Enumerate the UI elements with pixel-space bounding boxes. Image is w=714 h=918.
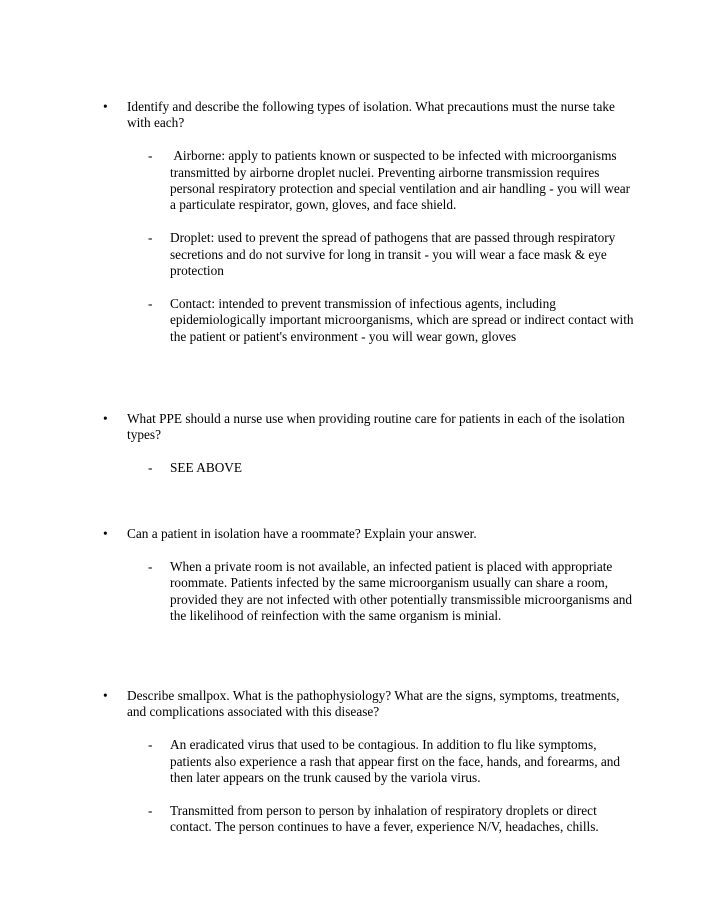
answer-item bbox=[0, 803, 636, 836]
question-text: Can a patient in isolation have a roommate? Explain your answer. bbox=[127, 526, 477, 541]
answer-item bbox=[0, 737, 636, 786]
dash-marker: - bbox=[148, 737, 153, 753]
answer-item bbox=[0, 460, 636, 476]
question-text: What PPE should a nurse use when providing routine care for patients in each of the isolation types? bbox=[127, 411, 625, 443]
answer-text: SEE ABOVE bbox=[170, 460, 243, 476]
dash-marker: - bbox=[148, 148, 153, 164]
dash-marker: - bbox=[148, 558, 153, 574]
dash-marker: - bbox=[148, 230, 153, 246]
question-block-ppe bbox=[0, 411, 714, 477]
answer-item bbox=[0, 296, 636, 345]
answer-item bbox=[0, 148, 636, 214]
question-item bbox=[0, 99, 627, 132]
question-text: Identify and describe the following types of isolation. What precautions must the nurse take with each? bbox=[127, 99, 615, 131]
answer-item bbox=[0, 230, 636, 279]
answer-text: Transmitted from person to person by inhalation of respiratory droplets or direct contact. The person continues to have a fever, experience N/V, headaches, chills. bbox=[170, 802, 599, 835]
question-item bbox=[0, 688, 627, 721]
answer-text: An eradicated virus that used to be contagious. In addition to flu like symptoms, patients also experience a rash that appear first on the face, hands, and forearms, and then later appears on the trunk caused by the variola virus. bbox=[170, 737, 621, 786]
answer-text: Contact: intended to prevent transmission of infectious agents, including epidemiologically important microorganisms, which are spread or indirect contact with the patient or patient's environment - you will wear gown, gloves bbox=[170, 295, 634, 344]
question-item bbox=[0, 411, 627, 444]
bullet-icon: • bbox=[103, 99, 108, 114]
question-text: Describe smallpox. What is the pathophysiology? What are the signs, symptoms, treatments, and complications associated with this disease? bbox=[127, 688, 620, 720]
answer-text: Airborne: apply to patients known or suspected to be infected with microorganisms transmitted by airborne droplet nuclei. Preventing airborne transmission requires personal respiratory protection and special ventilation and air handling - you will wear a particulate respirator, gown, gloves, and face shield. bbox=[170, 148, 634, 213]
question-block-smallpox bbox=[0, 688, 714, 836]
answer-text: When a private room is not available, an infected patient is placed with appropriate roommate. Patients infected by the same microorganism usually can share a room, provided they are not infected with other potentially transmissible microorganisms and the likelihood of reinfection with the same organism is minial. bbox=[170, 558, 633, 624]
bullet-icon: • bbox=[103, 688, 108, 703]
question-block-isolation-types bbox=[0, 99, 714, 345]
answer-item bbox=[0, 559, 636, 625]
question-item bbox=[0, 526, 627, 542]
bullet-icon: • bbox=[103, 526, 108, 541]
question-block-roommate bbox=[0, 526, 714, 624]
bullet-icon: • bbox=[103, 411, 108, 426]
answer-text: Droplet: used to prevent the spread of pathogens that are passed through respiratory secretions and do not survive for long in transit - you will wear a face mask & eye protection bbox=[170, 230, 616, 279]
dash-marker: - bbox=[148, 295, 153, 311]
dash-marker: - bbox=[148, 802, 153, 818]
dash-marker: - bbox=[148, 460, 153, 476]
